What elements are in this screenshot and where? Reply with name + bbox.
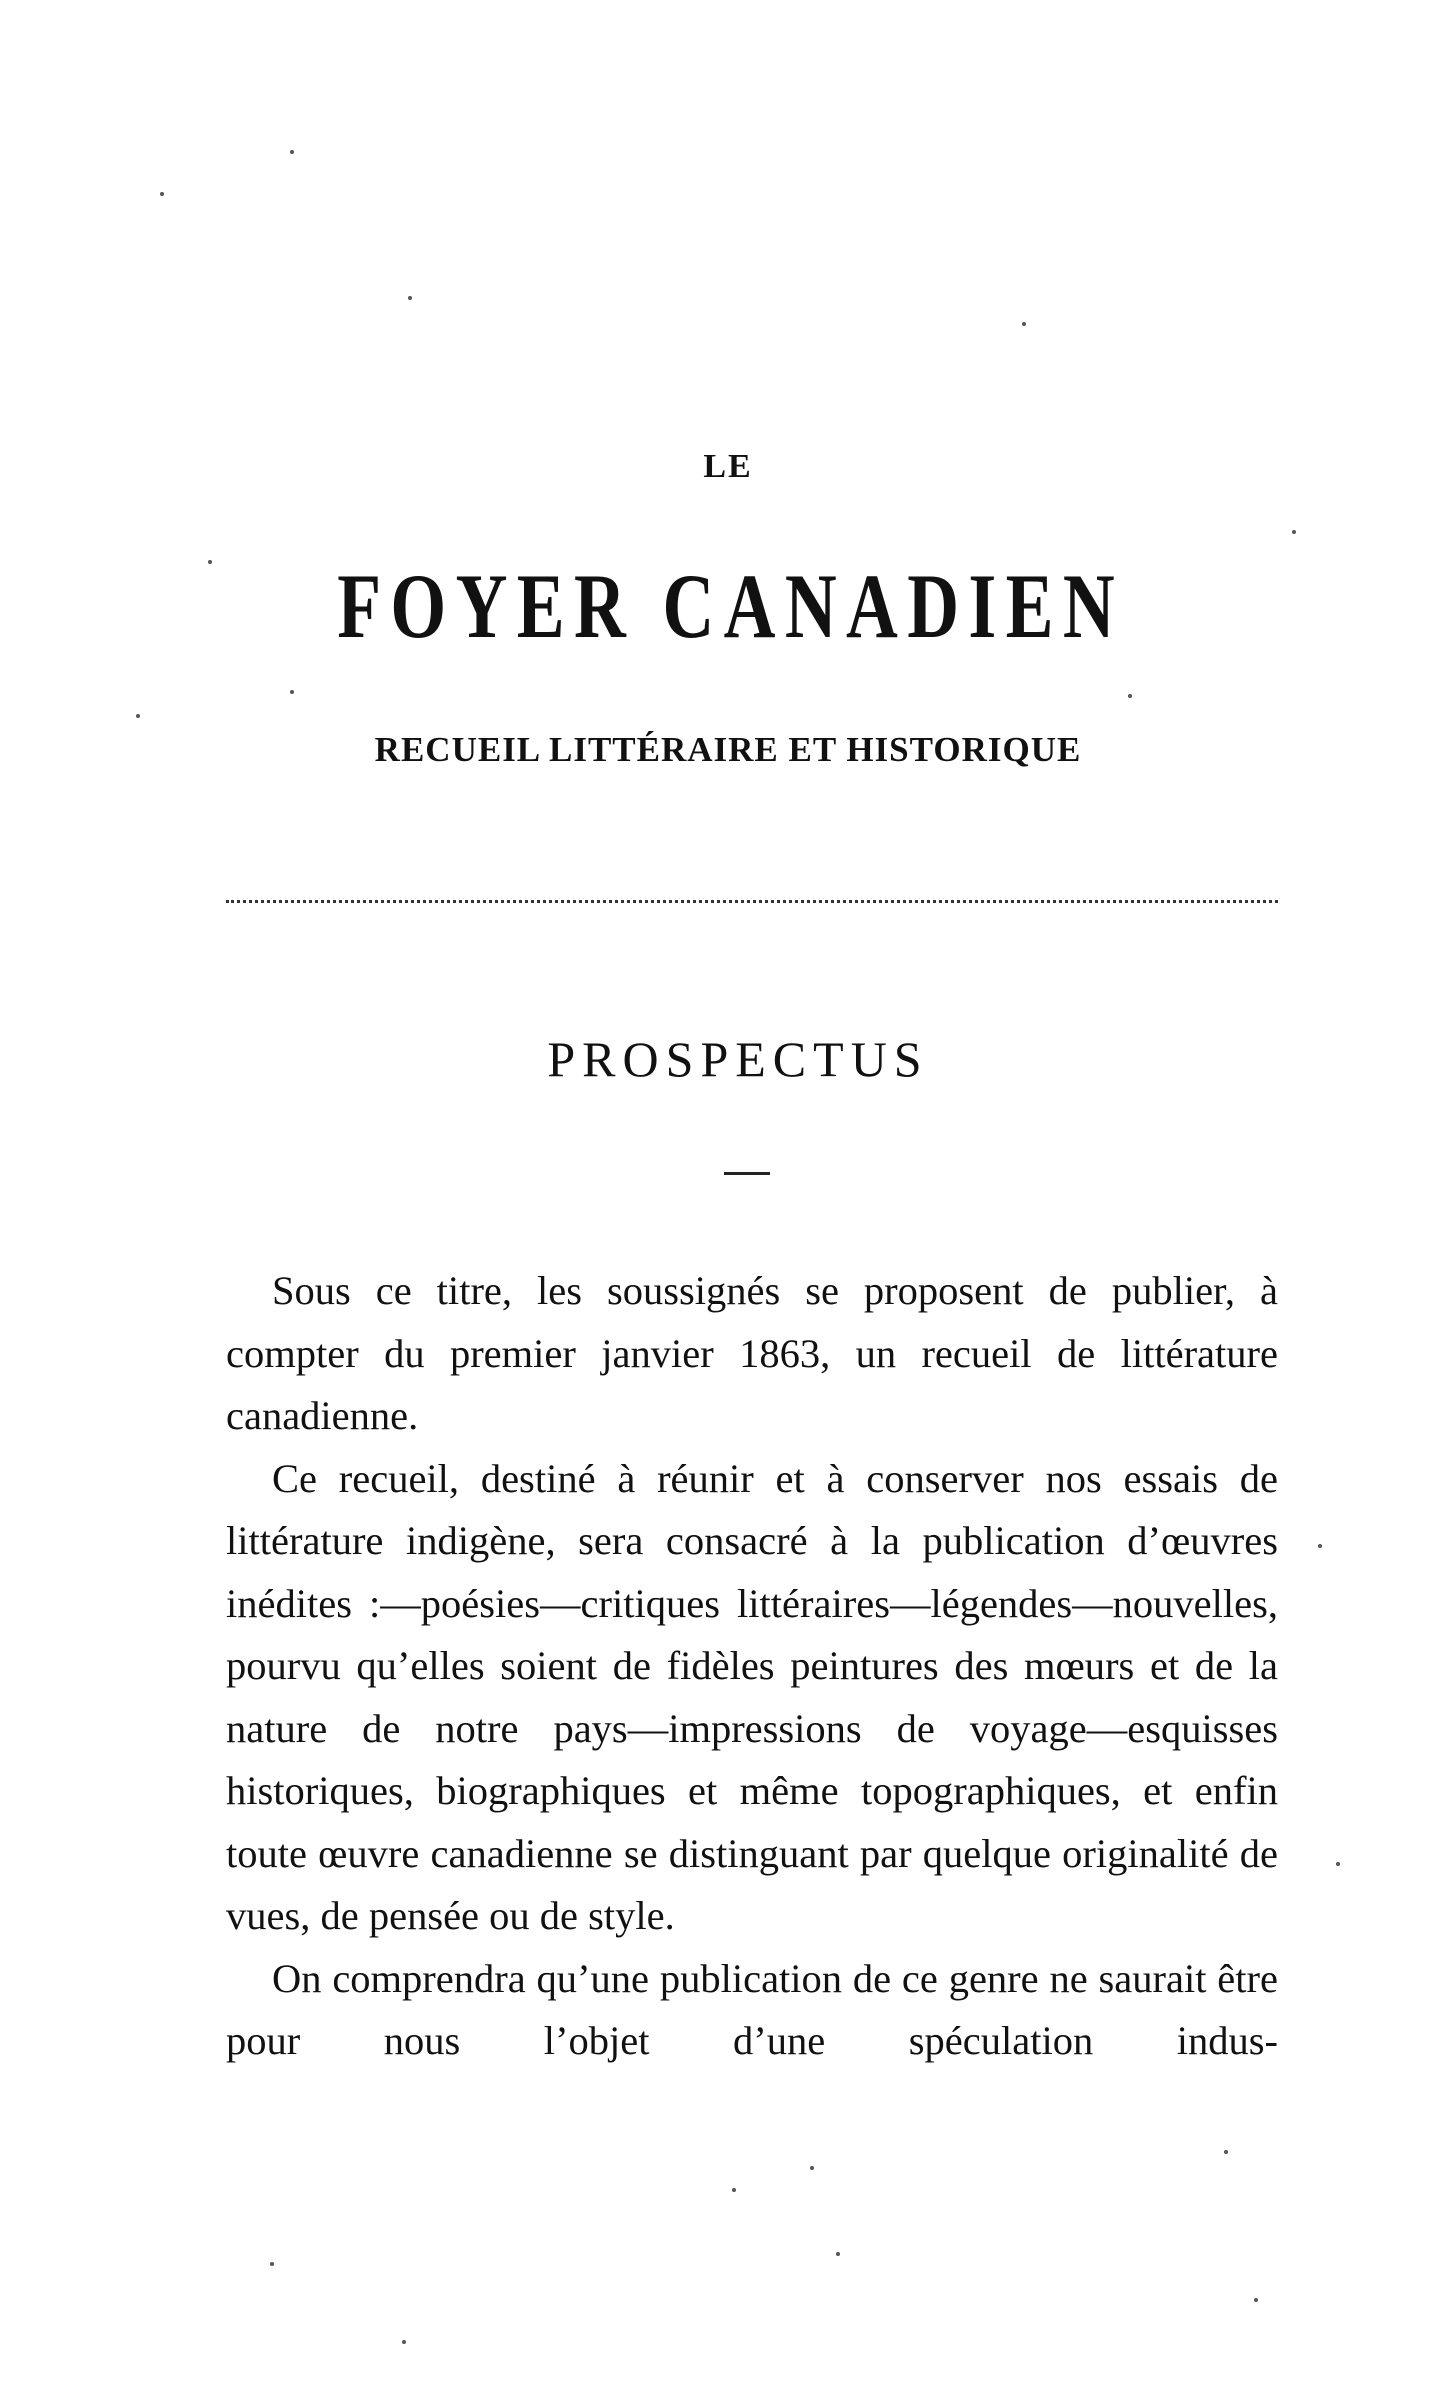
scan-speck [732, 2188, 736, 2192]
section-heading: PROSPECTUS [547, 1031, 929, 1087]
scan-speck [836, 2252, 840, 2256]
scan-speck [1224, 2150, 1228, 2154]
scan-speck [810, 2166, 814, 2170]
scan-speck [1318, 1544, 1322, 1548]
scan-speck [402, 2340, 406, 2344]
dotted-divider [226, 900, 1278, 903]
scan-speck [1254, 2298, 1258, 2302]
scan-speck [1292, 530, 1296, 534]
scan-speck [136, 714, 140, 718]
scan-speck [408, 296, 412, 300]
publication-title: FOYER CANADIEN [337, 555, 1125, 657]
title-article: LE [703, 448, 753, 485]
scan-speck [270, 2262, 274, 2266]
paragraph-2: Ce recueil, destiné à réunir et à conserver nos essais de littérature indigène, sera consacré à la publication d’œuvres inédites :—poésies—critiques littéraires—légendes—nouvelles, pourvu qu’elles soient de fidèles peintures des mœurs et de la nature de notre pays—impressions de voyage—esquisses historiques, biographiques et même topographiques, et enfin toute œuvre canadienne se distinguant par quelque originalité de vues, de pensée ou de style. [226, 1455, 1278, 1938]
scan-speck [1336, 1862, 1340, 1866]
scan-speck [160, 192, 164, 196]
prospectus-body [226, 1260, 1278, 2073]
paragraph-1: Sous ce titre, les soussignés se proposent de publier, à compter du premier janvier 1863, un recueil de littérature canadienne. [226, 1268, 1278, 1438]
scan-speck [290, 150, 294, 154]
scan-speck [1128, 694, 1132, 698]
paragraph-3: On comprendra qu’une publication de ce genre ne saurait être pour nous l’objet d’une spéculation indus- [226, 1955, 1278, 2063]
scan-speck [290, 690, 294, 694]
publication-subtitle: RECUEIL LITTÉRAIRE ET HISTORIQUE [374, 730, 1082, 769]
scan-speck [1022, 322, 1026, 326]
heading-dash-divider [724, 1172, 770, 1175]
scan-speck [208, 560, 212, 564]
